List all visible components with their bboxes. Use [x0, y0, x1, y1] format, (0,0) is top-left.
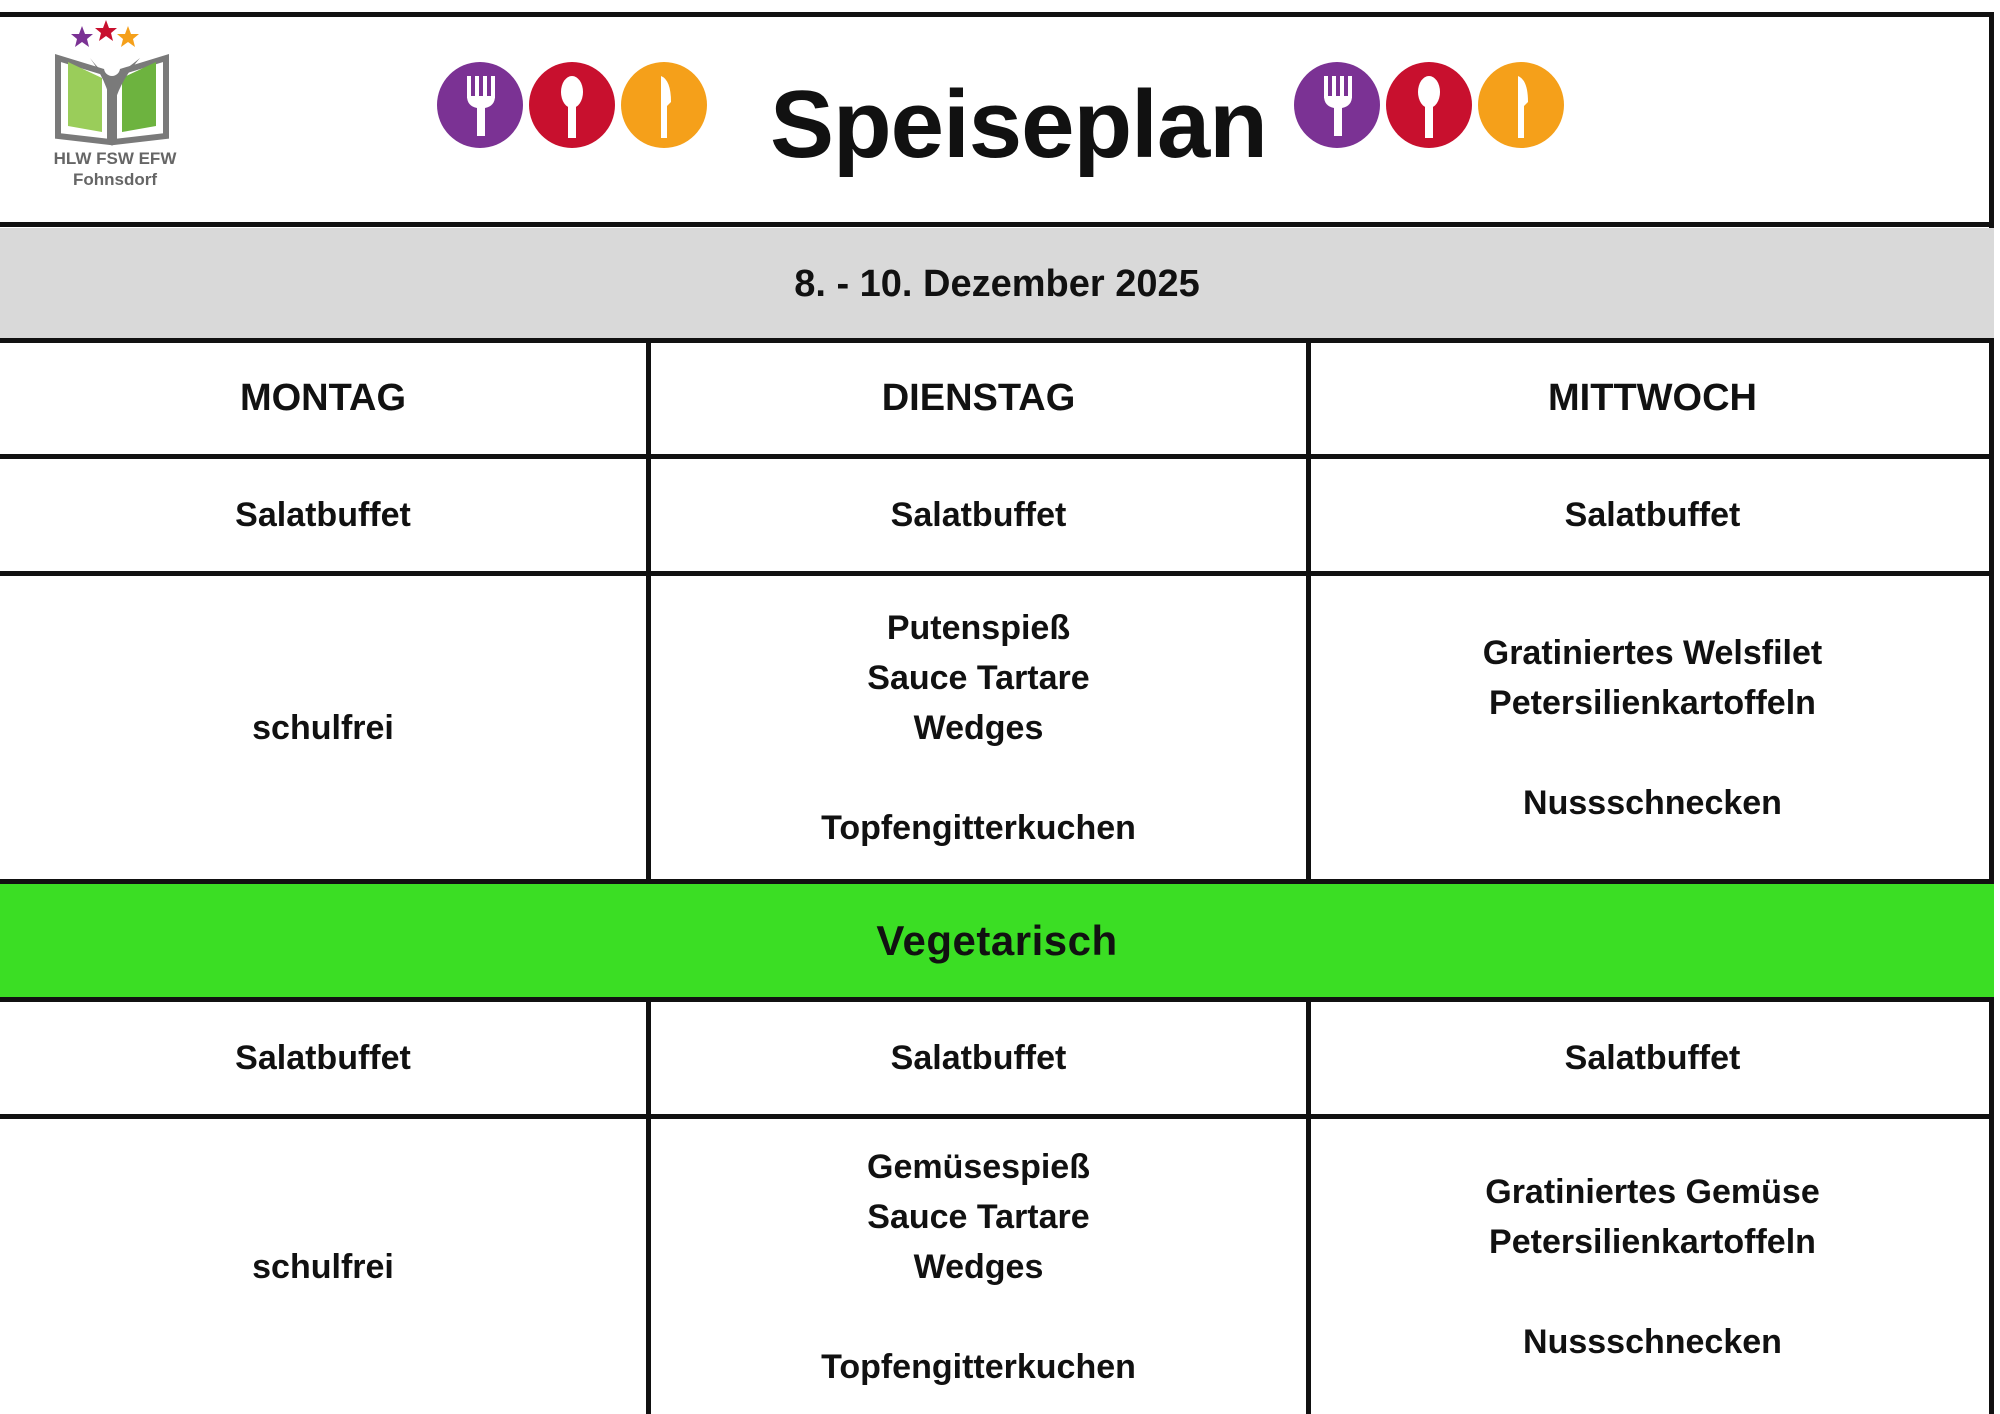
menu-main-monday: schulfrei — [252, 708, 394, 747]
day-header-tuesday: DIENSTAG — [881, 377, 1076, 419]
fork-icon — [437, 62, 523, 148]
date-range: 8. - 10. Dezember 2025 — [794, 262, 1200, 305]
veg-salad-tuesday: Salatbuffet — [890, 1039, 1067, 1077]
menu-main-wednesday: Gratiniertes Welsfilet Petersilienkartoffeln Nussschnecken — [1482, 633, 1823, 822]
book-logo-icon — [40, 18, 190, 153]
menu-main-tuesday: Putenspieß Sauce Tartare Wedges Topfengitterkuchen — [821, 608, 1136, 847]
day-header-monday: MONTAG — [239, 377, 407, 419]
fork-icon — [1294, 62, 1380, 148]
menu-salad-wednesday: Salatbuffet — [1564, 496, 1741, 534]
day-header-wednesday: MITTWOCH — [1548, 377, 1757, 419]
veg-salad-monday: Salatbuffet — [235, 1039, 411, 1077]
page-title: Speiseplan — [770, 71, 1267, 178]
spoon-icon — [529, 62, 615, 148]
menu-salad-tuesday: Salatbuffet — [890, 496, 1067, 534]
school-logo — [40, 18, 190, 193]
veg-main-monday: schulfrei — [252, 1247, 394, 1286]
vegetarian-label: Vegetarisch — [876, 917, 1118, 964]
veg-salad-wednesday: Salatbuffet — [1564, 1039, 1741, 1077]
knife-icon — [621, 62, 707, 148]
menu-salad-monday: Salatbuffet — [235, 496, 411, 534]
knife-icon — [1478, 62, 1564, 148]
spoon-icon — [1386, 62, 1472, 148]
veg-main-tuesday: Gemüsespieß Sauce Tartare Wedges Topfengitterkuchen — [821, 1147, 1136, 1386]
logo-name: HLW FSW EFW — [53, 149, 177, 168]
logo-location: Fohnsdorf — [72, 170, 158, 189]
veg-main-wednesday: Gratiniertes Gemüse Petersilienkartoffeln Nussschnecken — [1485, 1172, 1820, 1361]
grid-line — [0, 879, 1994, 884]
grid-line — [0, 222, 1994, 227]
